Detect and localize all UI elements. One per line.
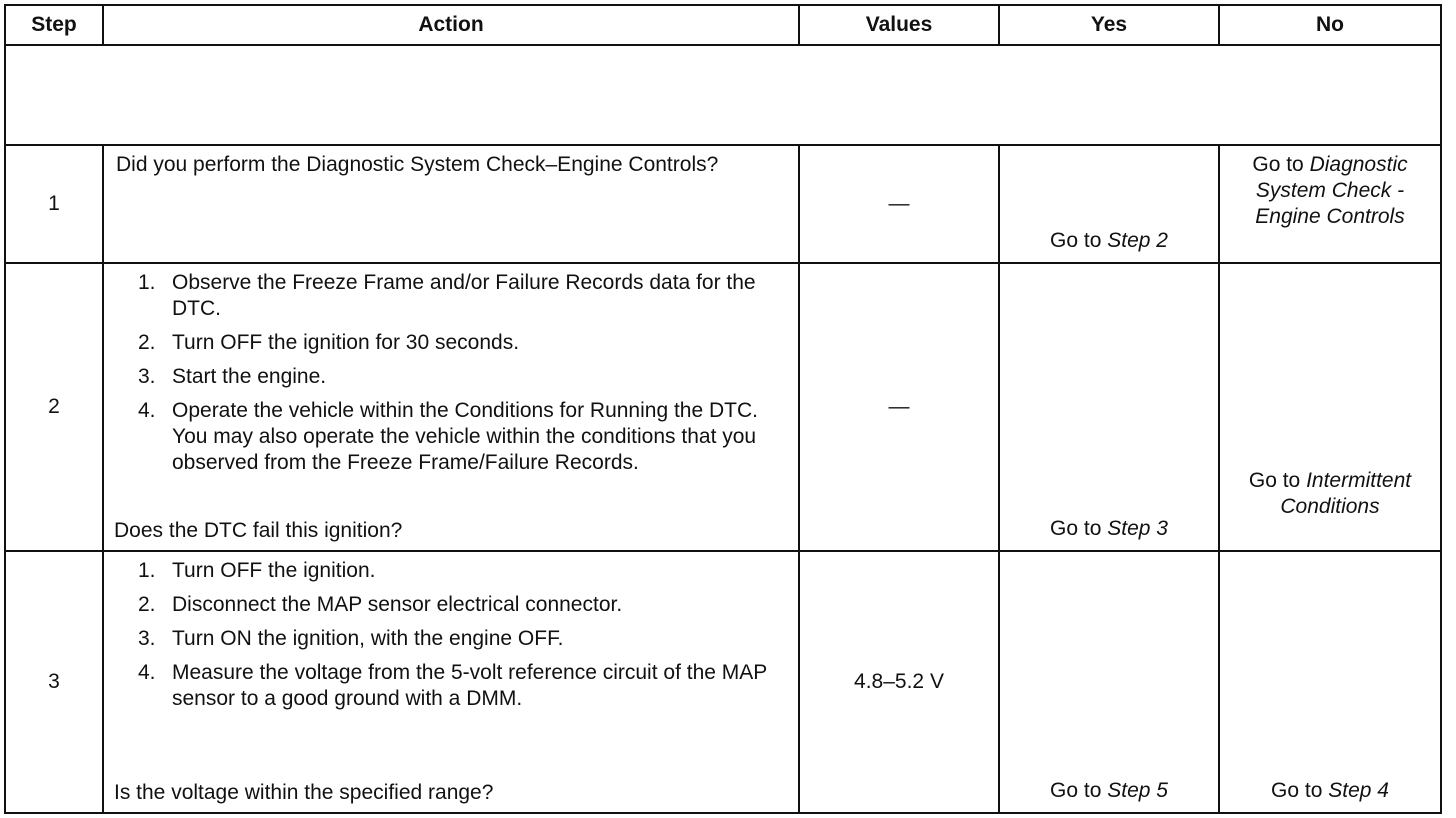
item-number: 2. xyxy=(138,331,156,354)
step-number: 3 xyxy=(5,551,103,813)
blank-cell xyxy=(5,45,1441,145)
list-item xyxy=(138,660,788,712)
action-cell xyxy=(103,551,799,813)
goto-prefix: Go to xyxy=(1252,153,1310,176)
action-text: Did you perform the Diagnostic System Check–Engine Controls? xyxy=(116,153,719,176)
header-action: Action xyxy=(103,5,799,45)
goto-link[interactable]: Intermittent Conditions xyxy=(1280,469,1412,518)
item-number: 2. xyxy=(138,593,156,616)
header-no: No xyxy=(1219,5,1441,45)
step-number: 1 xyxy=(5,145,103,263)
list-item xyxy=(138,364,788,390)
goto-prefix: Go to xyxy=(1050,517,1108,540)
item-number: 3. xyxy=(138,365,156,388)
list-item xyxy=(138,398,788,476)
list-item xyxy=(138,330,788,356)
item-number: 4. xyxy=(138,661,156,684)
action-cell xyxy=(103,263,799,551)
item-text: Turn ON the ignition, with the engine OFF. xyxy=(172,627,564,650)
header-values: Values xyxy=(799,5,999,45)
no-goto[interactable] xyxy=(1220,778,1440,804)
value-cell: — xyxy=(799,263,999,551)
goto-prefix: Go to xyxy=(1271,779,1329,802)
blank-row xyxy=(5,45,1441,145)
goto-link[interactable]: Step 3 xyxy=(1107,517,1168,540)
question-text: Is the voltage within the specified range? xyxy=(114,781,494,804)
item-number: 1. xyxy=(138,559,156,582)
action-list xyxy=(116,270,788,476)
item-text: Disconnect the MAP sensor electrical connector. xyxy=(172,593,623,616)
list-item xyxy=(138,626,788,652)
yes-cell xyxy=(999,263,1219,551)
list-item xyxy=(138,270,788,322)
no-cell xyxy=(1219,145,1441,263)
goto-link[interactable]: Step 2 xyxy=(1107,229,1168,252)
goto-link[interactable]: Diagnostic System Check - Engine Controls xyxy=(1255,153,1408,228)
item-number: 1. xyxy=(138,271,156,294)
item-text: Turn OFF the ignition. xyxy=(172,559,376,582)
step-number: 2 xyxy=(5,263,103,551)
value-cell: 4.8–5.2 V xyxy=(799,551,999,813)
header-row xyxy=(5,5,1441,45)
list-item xyxy=(138,558,788,584)
table-row xyxy=(5,551,1441,813)
question-text: Does the DTC fail this ignition? xyxy=(114,519,403,542)
action-list xyxy=(116,558,788,712)
value-cell: — xyxy=(799,145,999,263)
item-text: Operate the vehicle within the Conditions for Running the DTC. You may also operate the vehicle within the conditions that you observed from the Freeze Frame/Failure Records. xyxy=(172,399,758,474)
goto-link[interactable]: Step 4 xyxy=(1328,779,1389,802)
item-text: Start the engine. xyxy=(172,365,327,388)
no-cell xyxy=(1219,263,1441,551)
yes-cell xyxy=(999,145,1219,263)
item-number: 4. xyxy=(138,399,156,422)
table-row xyxy=(5,145,1441,263)
no-goto[interactable] xyxy=(1220,468,1440,520)
yes-goto[interactable] xyxy=(1000,516,1218,542)
yes-cell xyxy=(999,551,1219,813)
table-row xyxy=(5,263,1441,551)
goto-prefix: Go to xyxy=(1050,779,1108,802)
yes-goto[interactable] xyxy=(1000,778,1218,804)
goto-link[interactable]: Step 5 xyxy=(1107,779,1168,802)
header-step: Step xyxy=(5,5,103,45)
list-item xyxy=(138,592,788,618)
diagnostic-table xyxy=(4,4,1442,814)
yes-goto[interactable] xyxy=(1000,228,1218,254)
item-text: Measure the voltage from the 5-volt reference circuit of the MAP sensor to a good ground with a DMM. xyxy=(172,661,767,710)
item-number: 3. xyxy=(138,627,156,650)
no-cell xyxy=(1219,551,1441,813)
item-text: Observe the Freeze Frame and/or Failure Records data for the DTC. xyxy=(172,271,756,320)
item-text: Turn OFF the ignition for 30 seconds. xyxy=(172,331,520,354)
goto-prefix: Go to xyxy=(1248,469,1307,492)
header-yes: Yes xyxy=(999,5,1219,45)
goto-prefix: Go to xyxy=(1050,229,1108,252)
action-cell xyxy=(103,145,799,263)
